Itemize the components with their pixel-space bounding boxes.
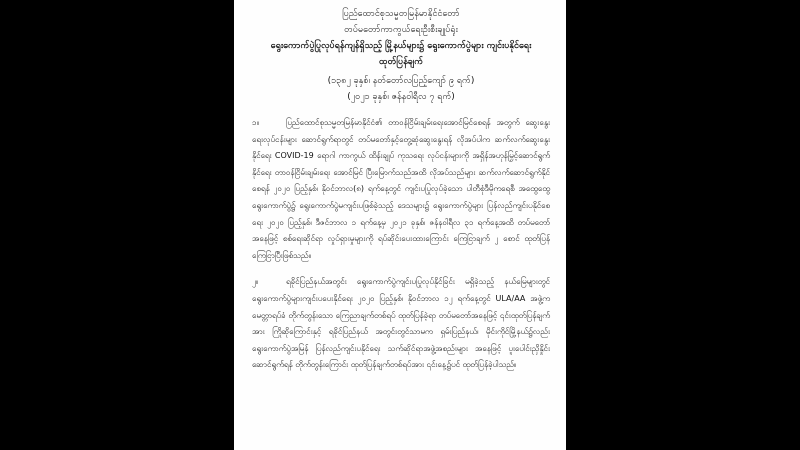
document-page: [234, 0, 566, 450]
document-heading-country: ပြည်ထောင်စုသမ္မတမြန်မာနိုင်ငံတော်: [342, 9, 460, 19]
document-title: ရွေးကောက်ပွဲပြုလုပ်ရန်ကျန်ရှိသည့် မြို့နယ်များ၌ ရွေးကောက်ပွဲများ ကျင်းပနိုင်ရေး: [270, 41, 532, 51]
document-heading-office: တပ်မတော်ကာကွယ်ရေးဦးစီးချုပ်ရုံး: [344, 25, 458, 35]
paragraph-1: [252, 115, 550, 264]
document-title-suffix: ထုတ်ပြန်ချက်: [378, 57, 424, 67]
paragraph-number: ၁။: [252, 118, 259, 127]
paragraph-text: ရခိုင်ပြည်နယ်အတွင်း ရွေးကောက်ပွဲကျင်းပပြုလုပ်နိုင်ခြင်း မရှိခဲ့သည့် နယ်မြေများတွင် ရွေးကောက်ပွဲများကျင်းပပေးနိုင်ရေး ၂၀၂၀ ပြည့်နှစ်၊ နိုဝင်ဘာလ ၁၂ ရက်နေ့တွင် ULA/AA အဖွဲ့က မေတ္တာရပ်ခံ တိုက်တွန်းသော ကြေညာချက်တစ်ရပ် ထုတ်ပြန်ခဲ့ရာ တပ်မတော်အနေဖြင့် ၎င်းထုတ်ပြန်ချက်အား ကြိုဆိုကြောင်းနှင့် ရခိုင်ပြည်နယ် အတွင်းတွင်သာမက ရှမ်းပြည်နယ်၊ မိုင်းကိုင်မြို့နယ်၌လည်း ရွေးကောက်ပွဲအမြန် ပြန်လည်ကျင်းပနိုင်ရေး သက်ဆိုင်ရာအဖွဲ့အစည်းများ အနေဖြင့် ပူးပေါင်းညှိနှိုင်း ဆောင်ရွက်ရန် တိုက်တွန်းကြောင်း ထုတ်ပြန်ချက်တစ်ရပ်အား ၎င်းနေ့၌ပင် ထုတ်ပြန်ခဲ့ပါသည်။: [252, 277, 550, 370]
paragraph-number: ၂။: [252, 277, 259, 287]
paragraph-2: [252, 274, 550, 374]
date-myanmar-calendar: (၁၃၈၂ ခုနှစ်၊ နတ်တော်လပြည့်ကျော် ၉ ရက်): [327, 76, 475, 86]
date-western-calendar: (၂၀၂၁ ခုနှစ်၊ ဇန်နဝါရီလ ၇ ရက်): [347, 92, 455, 102]
paragraph-text: ပြည်ထောင်စုသမ္မတမြန်မာနိုင်ငံ၏ တာဝန်ငြိမ်းချမ်းရေးအောင်မြင်စေရန် အတွက် ဆွေးနွေးရေးလုပ်ငန်းများ ဆောင်ရွက်ရာတွင် တပ်မတော်နှင့်တွေ့ဆုံဆွေးနွေးရန် လိုအပ်ပါက ဆက်လက်ဆွေးနွေးနိုင်ရေး COVID-19 ရောဂါ ကာကွယ် ထိန်းချုပ် ကုသရေး လုပ်ငန်းများကို အရှိန်အဟုန်မြှင့်ဆောင်ရွက်နိုင်ရေး တာဝန်ငြိမ်းချမ်းရေး အောင်မြင် ပြီးမြောက်သည်အထိ လိုအပ်သည်များ ဆက်လက်ဆောင်ရွက်နိုင်စေရန် ၂၀၂၀ ပြည့်နှစ်၊ နိုဝင်ဘာလ(၈) ရက်နေ့တွင် ကျင်းပပြုလုပ်ခဲ့သော ပါတီစုံဒီမိုကရေစီ အထွေထွေ ရွေးကောက်ပွဲ၌ ရွေးကောက်ပွဲမကျင်းပဖြစ်ခဲ့သည့် ဒေသများ၌ ရွေးကောက်ပွဲများ ပြန်လည်ကျင်းပနိုင်စေရေး ၂၀၂၀ ပြည့်နှစ်၊ ဒီဇင်ဘာလ ၁ ရက်နေ့မှ ၂၀၂၁ ခုနှစ်၊ ဇန်နဝါရီလ ၃၁ ရက်နေ့အထိ တပ်မတော်အနေဖြင့် စစ်ရေးဆိုင်ရာ လှုပ်ရှားမှုများကို ရပ်ဆိုင်းပေးထားကြောင်း ကြေငြာချက် ၂ စောင် ထုတ်ပြန်ကြေငြာပြီးဖြစ်သည်။: [252, 118, 550, 260]
